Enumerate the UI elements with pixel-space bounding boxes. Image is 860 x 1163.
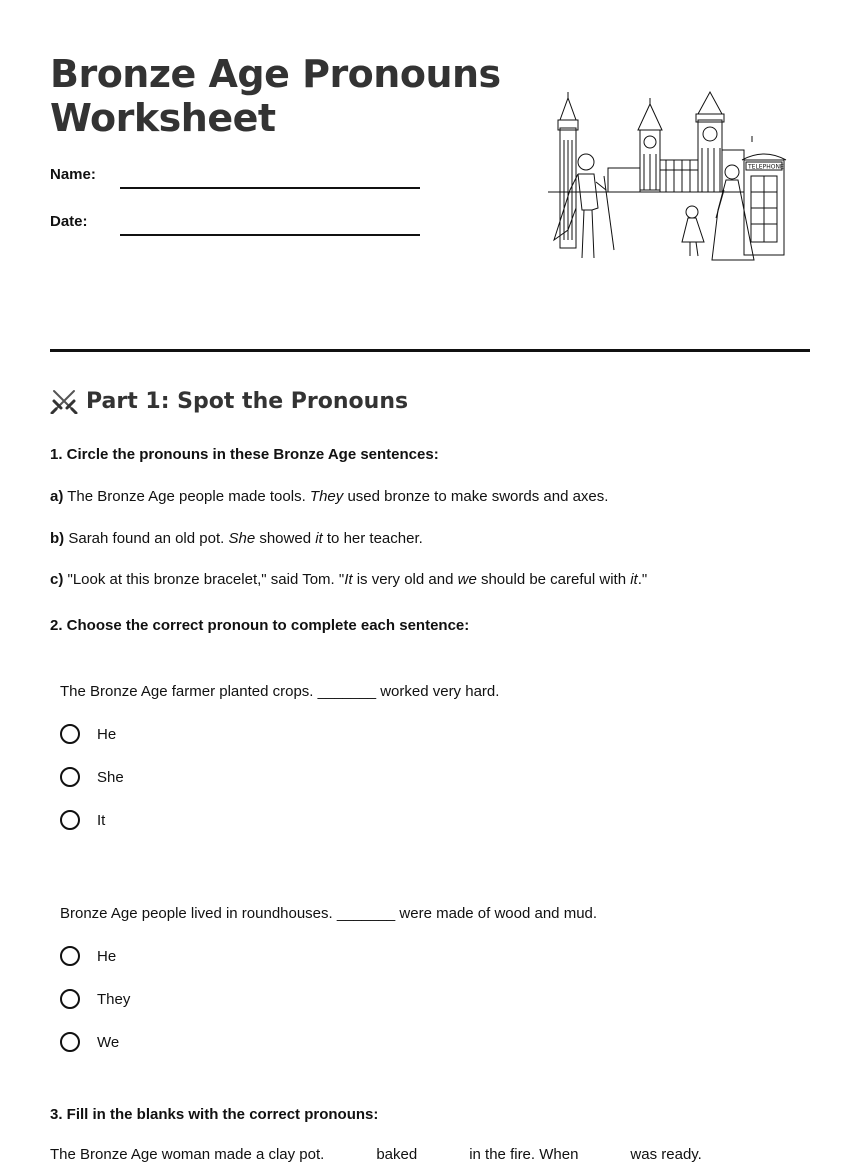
radio-button[interactable] bbox=[60, 989, 80, 1009]
fill-text: The Bronze Age woman made a clay pot. bbox=[50, 1146, 325, 1163]
left-tower-drawing bbox=[558, 92, 578, 248]
mc-1-option-it[interactable] bbox=[60, 810, 105, 830]
part-1-heading bbox=[50, 388, 408, 414]
telephone-box-drawing bbox=[742, 136, 786, 255]
option-label: She bbox=[97, 768, 124, 786]
sentence-a-label: a) bbox=[50, 488, 64, 505]
sentence-b-text: Sarah found an old pot. bbox=[68, 530, 229, 547]
option-label: They bbox=[97, 990, 131, 1008]
option-label: It bbox=[97, 811, 106, 829]
mc-question-2-stem: Bronze Age people lived in roundhouses. _______ were made of wood and mud. bbox=[60, 905, 598, 922]
sentence-b bbox=[50, 530, 423, 547]
radio-button[interactable] bbox=[60, 810, 80, 830]
radio-button[interactable] bbox=[60, 724, 80, 744]
sentence-b-label: b) bbox=[50, 530, 65, 547]
part-1-heading-text: Part 1: Spot the Pronouns bbox=[86, 388, 409, 414]
sentence-c-text: ." bbox=[637, 571, 648, 588]
fill-text: was ready. bbox=[630, 1146, 702, 1163]
sentence-a bbox=[50, 488, 608, 505]
pronoun[interactable]: She bbox=[228, 530, 256, 547]
mc-2-option-they[interactable] bbox=[60, 989, 130, 1009]
date-field-line[interactable] bbox=[120, 234, 420, 236]
girl-drawing bbox=[682, 206, 704, 256]
sentence-a-text: The Bronze Age people made tools. bbox=[67, 488, 310, 505]
radio-button[interactable] bbox=[60, 767, 80, 787]
question-1-instruction: 1. Circle the pronouns in these Bronze Age sentences: bbox=[50, 446, 439, 463]
page-title: Bronze Age Pronouns Worksheet bbox=[50, 52, 501, 140]
middle-tower-drawing bbox=[638, 98, 662, 190]
knight-drawing bbox=[554, 154, 614, 258]
mc-2-option-we[interactable] bbox=[60, 1032, 119, 1052]
parliament-drawing bbox=[548, 150, 744, 192]
pronoun[interactable]: it bbox=[630, 571, 638, 588]
question-3-instruction: 3. Fill in the blanks with the correct pronouns: bbox=[50, 1106, 379, 1123]
clock-tower-drawing bbox=[696, 92, 724, 192]
radio-button[interactable] bbox=[60, 1032, 80, 1052]
lady-drawing bbox=[712, 165, 754, 260]
fill-in-sentence bbox=[50, 1146, 702, 1163]
pronoun[interactable]: we bbox=[457, 571, 477, 588]
pronoun[interactable]: it bbox=[315, 530, 323, 547]
london-bronze-age-illustration bbox=[548, 90, 790, 268]
pronoun[interactable]: It bbox=[344, 571, 353, 588]
sentence-c-text: should be careful with bbox=[476, 571, 631, 588]
sentence-c-text: is very old and bbox=[352, 571, 458, 588]
sentence-a-text: used bronze to make swords and axes. bbox=[343, 488, 609, 505]
option-label: We bbox=[97, 1033, 120, 1051]
mc-2-option-he[interactable] bbox=[60, 946, 116, 966]
mc-1-option-he[interactable] bbox=[60, 724, 116, 744]
sentence-c bbox=[50, 571, 647, 588]
fill-text: baked bbox=[376, 1146, 418, 1163]
section-divider bbox=[50, 349, 810, 352]
question-2-instruction: 2. Choose the correct pronoun to complete each sentence: bbox=[50, 617, 470, 634]
sentence-b-text: to her teacher. bbox=[322, 530, 423, 547]
crossed-swords-icon bbox=[50, 388, 78, 414]
mc-question-1-stem: The Bronze Age farmer planted crops. _______ worked very hard. bbox=[60, 683, 500, 700]
option-label: He bbox=[97, 725, 117, 743]
sentence-c-label: c) bbox=[50, 571, 64, 588]
name-field-line[interactable] bbox=[120, 187, 420, 189]
name-label: Name: bbox=[50, 166, 96, 183]
svg-text:TELEPHONE: TELEPHONE bbox=[748, 163, 784, 171]
radio-button[interactable] bbox=[60, 946, 80, 966]
mc-1-option-she[interactable] bbox=[60, 767, 124, 787]
date-label: Date: bbox=[50, 213, 88, 230]
sentence-b-text: showed bbox=[255, 530, 316, 547]
fill-text: in the fire. When bbox=[469, 1146, 579, 1163]
option-label: He bbox=[97, 947, 117, 965]
sentence-c-text: "Look at this bronze bracelet," said Tom. " bbox=[67, 571, 345, 588]
pronoun[interactable]: They bbox=[309, 488, 344, 505]
